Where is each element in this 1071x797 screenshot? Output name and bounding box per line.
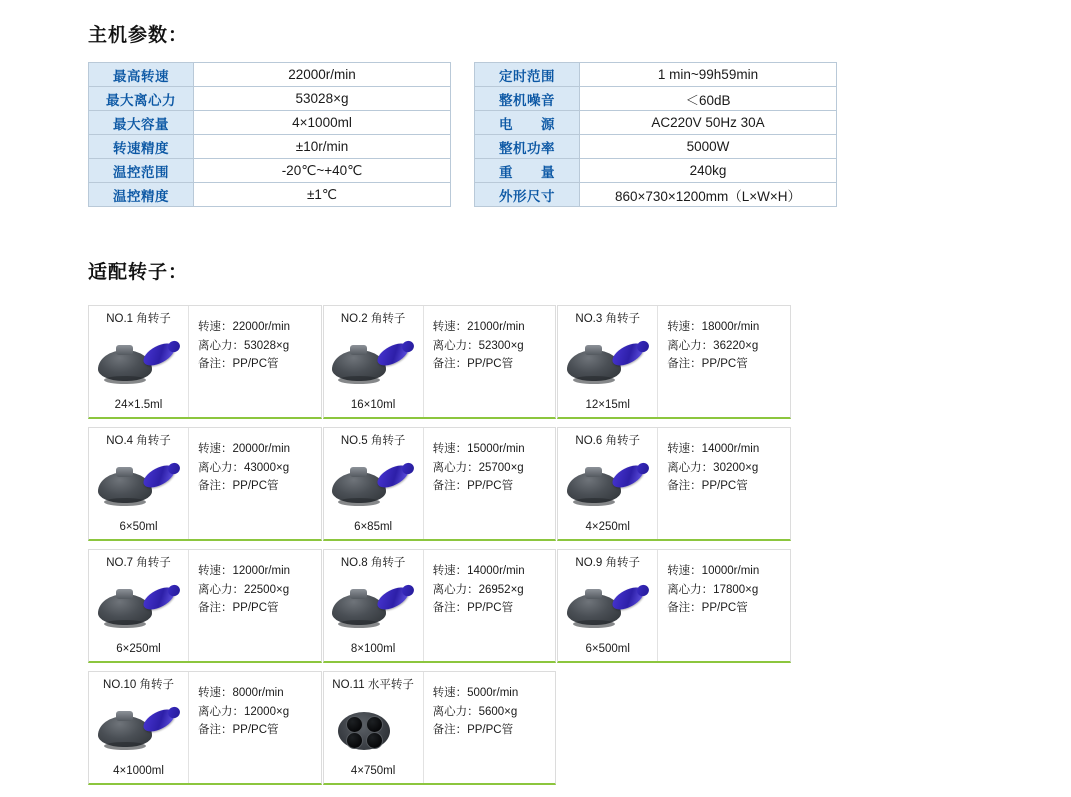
spec-table-left [88, 62, 451, 207]
spec-label: 最大离心力 [89, 87, 194, 111]
rotor-card[interactable] [557, 427, 791, 541]
angle-rotor-icon [96, 340, 182, 384]
rotor-centrifugal-force: 离心力：12000×g [198, 705, 290, 718]
rotor-name: NO.9 角转子 [575, 557, 640, 569]
spec-label: 最高转速 [89, 63, 194, 87]
rotor-speed: 转速：15000r/min [432, 443, 525, 455]
rotor-identity [89, 306, 189, 417]
rotor-identity [324, 672, 424, 783]
angle-rotor-icon [565, 462, 651, 506]
rotor-card[interactable] [88, 549, 322, 663]
rotor-identity [324, 428, 424, 539]
spec-table-right [474, 62, 837, 207]
rotor-note: 备注：PP/PC管 [432, 724, 514, 737]
rotor-name: NO.5 角转子 [340, 435, 406, 447]
rotor-speed: 转速：14000r/min [432, 565, 525, 577]
rotor-specs [189, 550, 321, 661]
rotor-specs [189, 306, 321, 417]
rotor-card-grid [88, 305, 792, 785]
spec-row [89, 159, 451, 183]
spec-label: 温控精度 [89, 183, 194, 207]
spec-label: 外形尺寸 [475, 183, 580, 207]
spec-row [475, 87, 837, 111]
rotor-centrifugal-force: 离心力：43000×g [198, 461, 290, 474]
page-title-rotors: 适配转子： [88, 262, 189, 283]
rotor-capacity: 6×250ml [116, 642, 161, 655]
rotor-speed: 转速：8000r/min [198, 687, 284, 699]
rotor-note: 备注：PP/PC管 [667, 358, 748, 371]
rotor-capacity: 6×50ml [119, 520, 158, 533]
rotor-note: 备注：PP/PC管 [432, 480, 514, 493]
rotor-speed: 转速：20000r/min [198, 443, 291, 455]
rotor-capacity: 4×750ml [350, 764, 396, 777]
spec-value: 5000W [580, 135, 837, 159]
rotor-note: 备注：PP/PC管 [432, 602, 514, 615]
spec-label: 最大容量 [89, 111, 194, 135]
spec-row [475, 63, 837, 87]
angle-rotor-icon [96, 462, 182, 506]
spec-value: 53028×g [194, 87, 451, 111]
rotor-specs [424, 306, 556, 417]
rotor-specs [658, 306, 790, 417]
rotor-capacity: 6×85ml [354, 520, 393, 533]
spec-row [89, 111, 451, 135]
angle-rotor-icon [330, 462, 416, 506]
rotor-identity [558, 428, 658, 539]
rotor-specs [189, 428, 321, 539]
rotor-centrifugal-force: 离心力：36220×g [667, 339, 759, 352]
rotor-card[interactable] [88, 305, 322, 419]
rotor-note: 备注：PP/PC管 [667, 480, 748, 493]
spec-value: 4×1000ml [194, 111, 451, 135]
angle-rotor-icon [565, 584, 651, 628]
rotor-capacity: 4×1000ml [113, 764, 164, 777]
rotor-identity [558, 306, 658, 417]
rotor-card[interactable] [323, 671, 557, 785]
rotor-card[interactable] [88, 671, 322, 785]
spec-value: ＜60dB [580, 87, 837, 111]
spec-label: 整机功率 [475, 135, 580, 159]
page-title-specs: 主机参数： [88, 25, 189, 46]
spec-label: 温控范围 [89, 159, 194, 183]
rotor-card[interactable] [323, 305, 557, 419]
spec-row [89, 135, 451, 159]
rotor-centrifugal-force: 离心力：17800×g [667, 583, 759, 596]
rotor-centrifugal-force: 离心力：30200×g [667, 461, 759, 474]
rotor-identity [558, 550, 658, 661]
spec-label: 电 源 [475, 111, 580, 135]
rotor-disc-shape [98, 716, 152, 747]
rotor-note: 备注：PP/PC管 [432, 358, 514, 371]
rotor-card[interactable] [557, 549, 791, 663]
spec-row [89, 183, 451, 207]
rotor-note: 备注：PP/PC管 [667, 602, 748, 615]
angle-rotor-icon [330, 340, 416, 384]
spec-row [475, 183, 837, 207]
rotor-identity [89, 428, 189, 539]
rotor-disc-shape [98, 350, 152, 381]
spec-value: 22000r/min [194, 63, 451, 87]
rotor-name: NO.7 角转子 [106, 557, 171, 569]
rotor-identity [89, 672, 189, 783]
rotor-centrifugal-force: 离心力：25700×g [432, 461, 524, 474]
angle-rotor-icon [96, 706, 182, 750]
rotor-identity [324, 306, 424, 417]
rotor-specs [424, 550, 556, 661]
spec-label: 转速精度 [89, 135, 194, 159]
spec-row [475, 135, 837, 159]
swing-rotor-icon [330, 706, 416, 750]
rotor-card[interactable] [557, 305, 791, 419]
spec-value: 1 min~99h59min [580, 63, 837, 87]
rotor-note: 备注：PP/PC管 [198, 602, 279, 615]
rotor-capacity: 8×100ml [350, 642, 396, 655]
rotor-specs [424, 672, 556, 783]
rotor-name: NO.11 水平转子 [332, 679, 414, 691]
rotor-name: NO.8 角转子 [340, 557, 406, 569]
spec-label: 重 量 [475, 159, 580, 183]
rotor-centrifugal-force: 离心力：22500×g [198, 583, 290, 596]
spec-value: ±10r/min [194, 135, 451, 159]
spec-value: AC220V 50Hz 30A [580, 111, 837, 135]
rotor-specs [658, 550, 790, 661]
rotor-speed: 转速：18000r/min [667, 321, 760, 333]
rotor-specs [424, 428, 556, 539]
rotor-name: NO.4 角转子 [106, 435, 171, 447]
rotor-specs [658, 428, 790, 539]
rotor-centrifugal-force: 离心力：52300×g [432, 339, 524, 352]
spec-row [475, 159, 837, 183]
rotor-disc-shape [98, 594, 152, 625]
rotor-note: 备注：PP/PC管 [198, 480, 279, 493]
rotor-speed: 转速：14000r/min [667, 443, 760, 455]
rotor-name: NO.6 角转子 [575, 435, 640, 447]
rotor-identity [89, 550, 189, 661]
spec-row [475, 111, 837, 135]
rotor-speed: 转速：12000r/min [198, 565, 291, 577]
spec-value: ±1℃ [194, 183, 451, 207]
rotor-card[interactable] [323, 549, 557, 663]
spec-label: 定时范围 [475, 63, 580, 87]
rotor-centrifugal-force: 离心力：53028×g [198, 339, 290, 352]
rotor-capacity: 24×1.5ml [114, 398, 163, 411]
rotor-capacity: 16×10ml [350, 398, 396, 411]
rotor-name: NO.10 角转子 [103, 679, 174, 691]
rotor-note: 备注：PP/PC管 [198, 724, 279, 737]
rotor-name: NO.2 角转子 [340, 313, 406, 325]
rotor-capacity: 6×500ml [585, 642, 630, 655]
rotor-speed: 转速：10000r/min [667, 565, 760, 577]
spec-row [89, 87, 451, 111]
rotor-capacity: 4×250ml [585, 520, 630, 533]
spec-value: -20℃~+40℃ [194, 159, 451, 183]
rotor-centrifugal-force: 离心力：5600×g [432, 705, 518, 718]
spec-value: 860×730×1200mm（L×W×H） [580, 183, 837, 207]
rotor-identity [324, 550, 424, 661]
rotor-disc-shape [98, 472, 152, 503]
spec-label: 整机噪音 [475, 87, 580, 111]
rotor-speed: 转速：5000r/min [432, 687, 519, 699]
rotor-card[interactable] [88, 427, 322, 541]
angle-rotor-icon [96, 584, 182, 628]
spec-value: 240kg [580, 159, 837, 183]
rotor-speed: 转速：21000r/min [432, 321, 525, 333]
rotor-name: NO.1 角转子 [106, 313, 171, 325]
rotor-centrifugal-force: 离心力：26952×g [432, 583, 524, 596]
rotor-name: NO.3 角转子 [575, 313, 640, 325]
angle-rotor-icon [565, 340, 651, 384]
swing-bucket-icon [366, 732, 383, 749]
angle-rotor-icon [330, 584, 416, 628]
rotor-disc-shape [338, 712, 390, 750]
spec-row [89, 63, 451, 87]
rotor-card[interactable] [323, 427, 557, 541]
rotor-capacity: 12×15ml [585, 398, 630, 411]
rotor-specs [189, 672, 321, 783]
rotor-note: 备注：PP/PC管 [198, 358, 279, 371]
rotor-speed: 转速：22000r/min [198, 321, 291, 333]
